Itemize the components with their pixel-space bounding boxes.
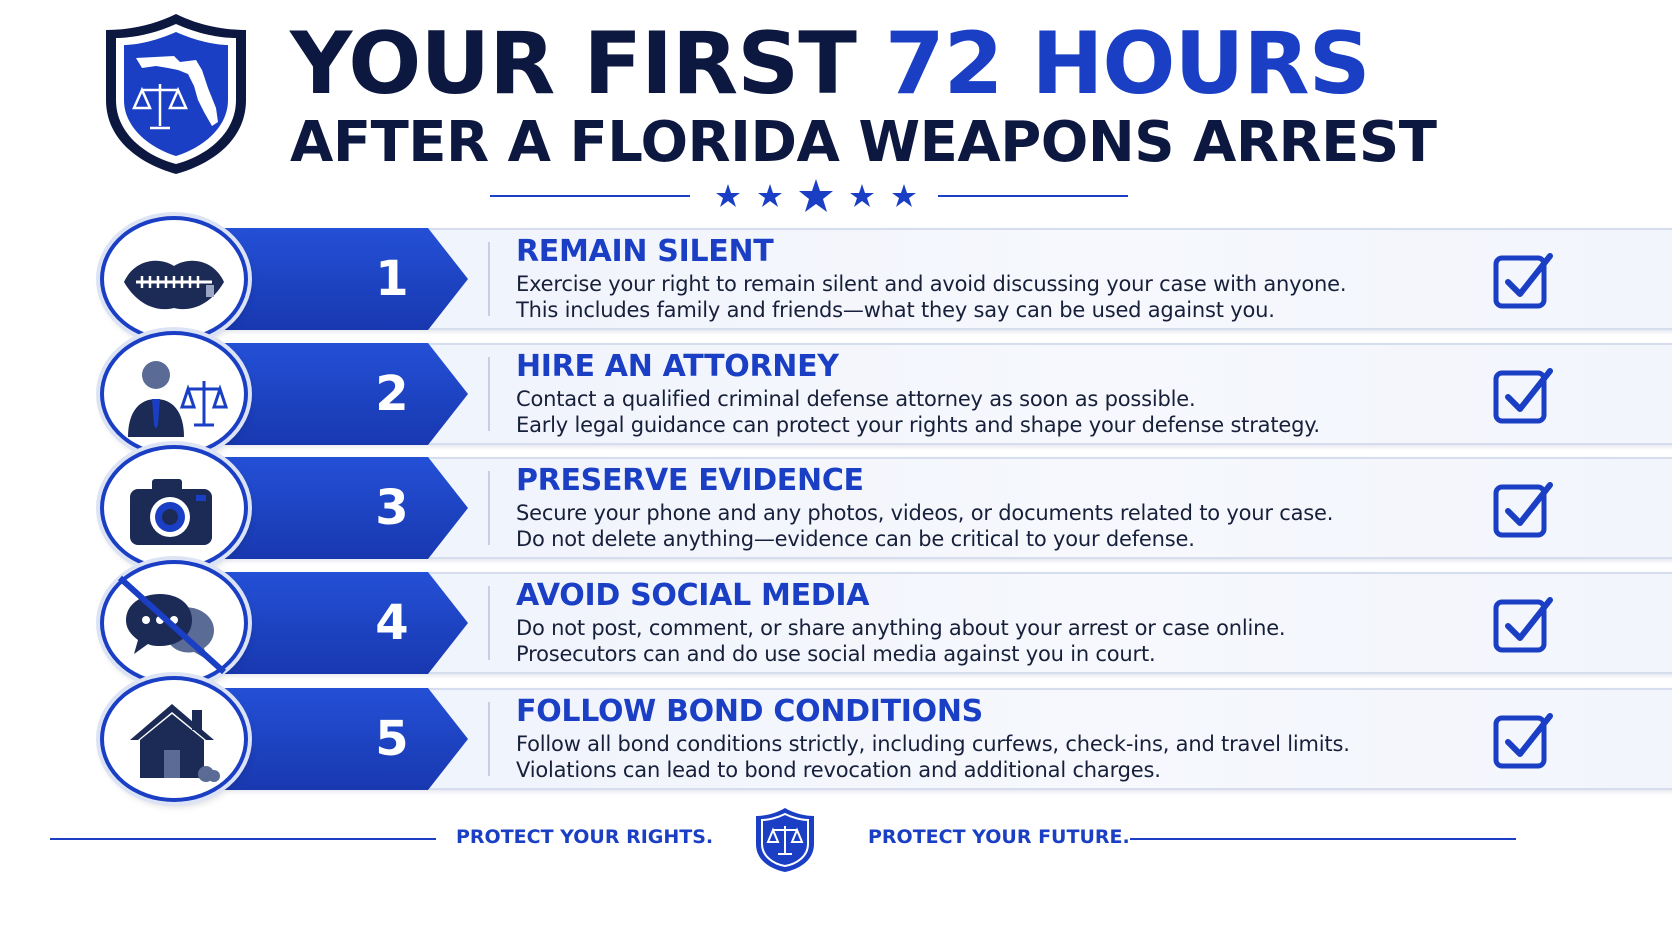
step-description-line-1: Follow all bond conditions strictly, including curfews, check-ins, and travel limits. bbox=[516, 732, 1350, 756]
footer-left-text: PROTECT YOUR RIGHTS. bbox=[456, 826, 714, 848]
separator bbox=[488, 471, 490, 545]
step-description-line-1: Exercise your right to remain silent and avoid discussing your case with anyone. bbox=[516, 272, 1347, 296]
checkbox-checked-icon bbox=[1492, 365, 1554, 427]
title-part-2: 72 HOURS bbox=[884, 14, 1370, 114]
step-number: 4 bbox=[375, 595, 409, 651]
no-chat-icon bbox=[100, 560, 248, 686]
attorney-scales-icon bbox=[100, 331, 248, 457]
footer-right-text: PROTECT YOUR FUTURE. bbox=[868, 826, 1130, 848]
step-row-4 bbox=[100, 572, 1592, 676]
step-description-line-2: Do not delete anything—evidence can be critical to your defense. bbox=[516, 527, 1195, 551]
stars-icon bbox=[708, 178, 928, 214]
checkbox-checked-icon bbox=[1492, 250, 1554, 312]
shield-scales-icon bbox=[754, 806, 816, 874]
page-subtitle: AFTER A FLORIDA WEAPONS ARREST bbox=[290, 110, 1437, 175]
step-title: REMAIN SILENT bbox=[516, 234, 774, 269]
step-row-1 bbox=[100, 228, 1592, 332]
step-row-5 bbox=[100, 688, 1592, 792]
step-description-line-2: Violations can lead to bond revocation and additional charges. bbox=[516, 758, 1161, 782]
step-description-line-1: Contact a qualified criminal defense attorney as soon as possible. bbox=[516, 387, 1196, 411]
step-title: FOLLOW BOND CONDITIONS bbox=[516, 694, 983, 729]
separator bbox=[488, 242, 490, 316]
separator bbox=[488, 586, 490, 660]
step-description-line-2: Early legal guidance can protect your rights and shape your defense strategy. bbox=[516, 413, 1320, 437]
step-number: 1 bbox=[375, 251, 409, 307]
step-title: PRESERVE EVIDENCE bbox=[516, 463, 864, 498]
step-row-3 bbox=[100, 457, 1592, 561]
step-number: 3 bbox=[375, 480, 409, 536]
step-number: 5 bbox=[375, 711, 409, 767]
step-description-line-1: Secure your phone and any photos, videos, or documents related to your case. bbox=[516, 501, 1334, 525]
zipped-lips-icon bbox=[100, 216, 248, 342]
checkbox-checked-icon bbox=[1492, 479, 1554, 541]
step-description-line-1: Do not post, comment, or share anything about your arrest or case online. bbox=[516, 616, 1286, 640]
house-icon bbox=[100, 676, 248, 802]
step-title: AVOID SOCIAL MEDIA bbox=[516, 578, 870, 613]
step-description-line-2: This includes family and friends—what they say can be used against you. bbox=[516, 298, 1275, 322]
florida-shield-logo bbox=[100, 8, 252, 178]
separator bbox=[488, 702, 490, 776]
checkbox-checked-icon bbox=[1492, 594, 1554, 656]
star-divider bbox=[490, 178, 1130, 214]
title-part-1: YOUR FIRST bbox=[290, 14, 885, 114]
step-description-line-2: Prosecutors can and do use social media against you in court. bbox=[516, 642, 1156, 666]
step-title: HIRE AN ATTORNEY bbox=[516, 349, 839, 384]
separator bbox=[488, 357, 490, 431]
step-row-2 bbox=[100, 343, 1592, 447]
page-title bbox=[290, 14, 1370, 114]
camera-icon bbox=[100, 445, 248, 571]
step-number: 2 bbox=[375, 366, 409, 422]
footer bbox=[0, 800, 1672, 890]
checkbox-checked-icon bbox=[1492, 710, 1554, 772]
